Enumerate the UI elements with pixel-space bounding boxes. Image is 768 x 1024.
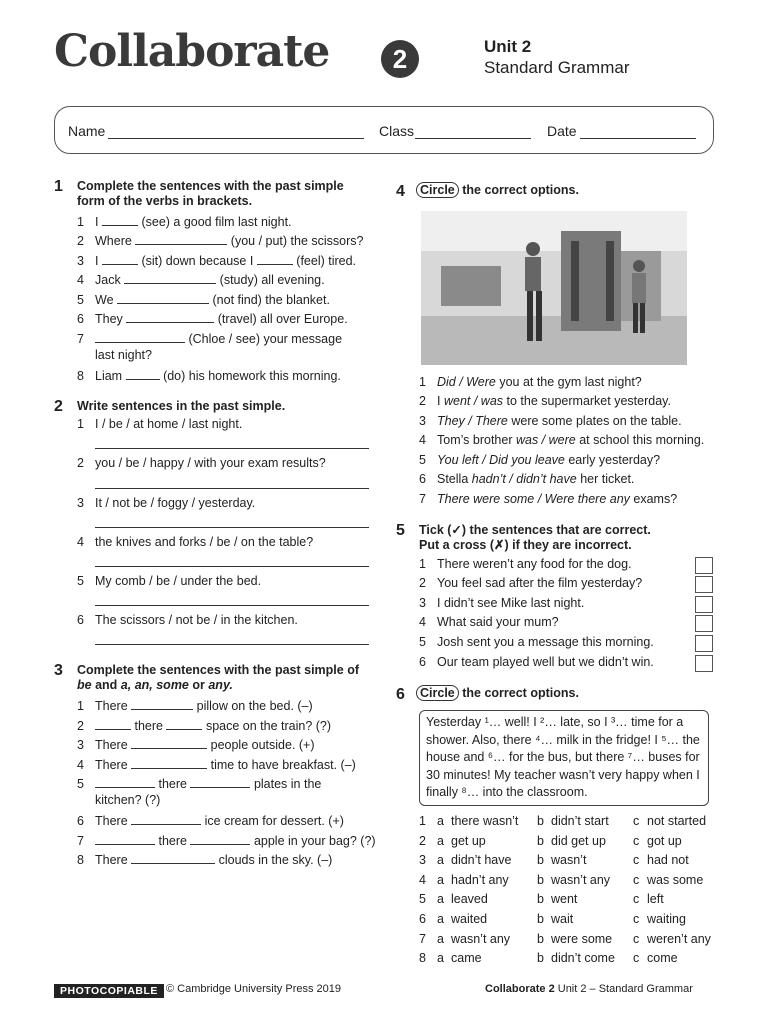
exercise-5-item: 4 What said your mum? [419,615,559,629]
date-field[interactable] [580,138,696,139]
exercise-2-item: 2 you / be / happy / with your exam results? [77,456,326,470]
option-letter: a [437,912,444,926]
option-pair[interactable]: You left / Did you leave [437,453,565,467]
option-number: 4 [419,872,426,887]
answer-blank[interactable] [95,776,155,788]
option-number: 5 [419,892,426,907]
answer-blank[interactable] [126,311,214,323]
option-pair[interactable]: was / were [515,433,576,447]
answer-line[interactable] [95,566,369,567]
answer-blank[interactable] [95,718,131,730]
tick-box[interactable] [695,557,713,574]
option-letter: b [537,833,544,848]
answer-blank[interactable] [131,737,207,749]
option-pair[interactable]: went / was [443,394,504,408]
exercise-2-item: 4 the knives and forks / be / on the table? [77,535,314,549]
answer-blank[interactable] [102,253,138,265]
answer-line[interactable] [95,448,369,449]
option-letter: c [633,951,640,966]
exercise-5-item: 1 There weren’t any food for the dog. [419,557,632,571]
gym-photo [421,211,687,365]
answer-line[interactable] [95,605,369,606]
option-c[interactable]: had not [647,853,689,868]
option-letter: b [537,853,544,868]
exercise-3-number: 3 [54,662,63,679]
option-c[interactable]: was some [647,872,704,887]
exercise-2-item: 3 It / not be / foggy / yesterday. [77,496,256,510]
option-number: 3 [419,853,426,868]
option-c[interactable]: come [647,951,678,966]
option-pair[interactable]: Did / Were [437,375,496,389]
exercise-3-item-continued: kitchen? (?) [95,793,161,807]
option-b[interactable]: were some [551,931,613,946]
answer-line[interactable] [95,488,369,489]
option-number: 1 [419,814,426,828]
exercise-3-item: 6 There ice cream for dessert. (+) [77,814,344,828]
exercise-5-item: 3 I didn’t see Mike last night. [419,596,585,610]
tick-box[interactable] [695,655,713,672]
option-c[interactable]: left [647,892,664,907]
exercise-3-item: 4 There time to have breakfast. (–) [77,758,356,772]
exercise-1-item: 2 Where (you / put) the scissors? [77,234,364,248]
exercise-1-item-continued: last night? [95,348,152,362]
option-b[interactable]: didn’t come [551,951,615,966]
answer-line[interactable] [95,644,369,645]
exercise-4-number: 4 [396,183,405,200]
exercise-1-item: 7 (Chloe / see) your message [77,332,343,346]
option-letter: b [537,814,544,828]
option-letter: c [633,872,640,887]
copyright-text: © Cambridge University Press 2019 [166,983,342,995]
logo-number-badge: 2 [381,40,419,78]
answer-blank[interactable] [102,214,138,226]
exercise-5-item: 5 Josh sent you a message this morning. [419,635,654,649]
option-number: 7 [419,931,426,946]
exercise-3-item: 7 there apple in your bag? (?) [77,834,376,848]
answer-blank[interactable] [257,253,293,265]
unit-title: Unit 2 [484,37,532,56]
option-b[interactable]: did get up [551,833,606,848]
option-letter: a [437,951,444,966]
answer-blank[interactable] [124,272,216,284]
exercise-1-item: 6 They (travel) all over Europe. [77,312,348,326]
exercise-6-number: 6 [396,686,405,703]
option-number: 2 [419,833,426,848]
answer-blank[interactable] [95,331,185,343]
exercise-4-instruction: Circle the correct options. [416,183,579,198]
tick-box[interactable] [695,596,713,613]
reading-passage: Yesterday ¹… well! I ²… late, so I ³… time for a shower. Also, there ⁴… milk in the fridge! I ⁵… the house and ⁶… for the bus, but there ⁷… buses for 30 minutes! My teacher wasn’t very happy when I finally ⁸… into the classroom. [419,710,709,806]
answer-blank[interactable] [135,233,227,245]
option-letter: b [537,872,544,887]
option-b[interactable]: wasn’t any [551,872,611,887]
option-letter: c [633,892,640,907]
option-a[interactable]: wasn’t any [451,931,511,946]
exercise-6-instruction: Circle the correct options. [416,686,579,701]
option-a[interactable]: came [451,951,482,966]
exercise-1-item: 5 We (not find) the blanket. [77,293,330,307]
option-pair[interactable]: They / There [437,414,508,428]
exercise-4-item: 2 I went / was to the supermarket yesterday. [419,394,671,408]
class-label: Class [379,123,415,139]
date-label: Date [547,123,577,139]
exercise-2-instruction: Write sentences in the past simple. [77,399,286,413]
option-number: 6 [419,912,426,926]
exercise-3-item: 1 There pillow on the bed. (–) [77,699,313,713]
option-pair[interactable]: hadn’t / didn’t have [471,472,577,486]
option-letter: c [633,814,640,828]
class-field[interactable] [415,138,531,139]
option-letter: b [537,931,544,946]
exercise-3-item: 5 there plates in the [77,777,322,791]
option-letter: c [633,853,640,868]
logo-wordmark: Collaborate [54,26,330,77]
option-a[interactable]: get up [451,833,486,848]
option-letter: b [537,892,544,907]
exercise-1-item: 1 I (see) a good film last night. [77,215,292,229]
option-a[interactable]: hadn’t any [451,872,509,887]
exercise-3-item: 2 there space on the train? (?) [77,719,332,733]
answer-blank[interactable] [131,852,215,864]
exercise-5-item: 6 Our team played well but we didn’t win. [419,655,654,669]
name-field[interactable] [108,138,364,139]
exercise-1-number: 1 [54,178,63,195]
option-b[interactable]: wait [551,912,574,926]
exercise-2-item: 6 The scissors / not be / in the kitchen. [77,613,298,627]
tick-box[interactable] [695,635,713,652]
option-pair[interactable]: There were some / Were there any [437,492,630,506]
exercise-1-instruction: Complete the sentences with the past simple form of the verbs in brackets. [77,179,344,208]
answer-blank[interactable] [166,718,202,730]
exercise-5-instruction: Tick (✓) the sentences that are correct. Put a cross (✗) if they are incorrect. [419,523,651,552]
exercise-3-item: 3 There people outside. (+) [77,738,315,752]
answer-blank[interactable] [95,833,155,845]
option-letter: a [437,872,444,887]
tick-box[interactable] [695,615,713,632]
answer-blank[interactable] [131,698,193,710]
option-letter: a [437,833,444,848]
exercise-2-number: 2 [54,398,63,415]
exercise-4-item: 4 Tom’s brother was / were at school this morning. [419,433,705,447]
unit-subtitle: Standard Grammar [484,58,630,77]
answer-blank[interactable] [190,833,250,845]
answer-blank[interactable] [190,776,250,788]
option-letter: a [437,892,444,907]
option-letter: b [537,951,544,966]
name-label: Name [68,123,106,139]
option-b[interactable]: didn’t start [551,814,609,828]
answer-blank[interactable] [117,292,209,304]
exercise-5-number: 5 [396,522,405,539]
answer-blank[interactable] [131,813,201,825]
exercise-2-item: 5 My comb / be / under the bed. [77,574,262,588]
exercise-3-instruction: Complete the sentences with the past simple of be and a, an, some or any. [77,663,360,692]
option-c[interactable]: waiting [647,912,686,926]
footer-title: Collaborate 2 Unit 2 – Standard Grammar [485,983,693,995]
exercise-2-item: 1 I / be / at home / last night. [77,417,243,431]
option-b[interactable]: went [551,892,578,907]
exercise-1-item: 8 Liam (do) his homework this morning. [77,369,341,383]
option-c[interactable]: weren’t any [647,931,711,946]
exercise-1-item: 3 I (sit) down because I (feel) tired. [77,254,357,268]
tick-box[interactable] [695,576,713,593]
exercise-5-item: 2 You feel sad after the film yesterday? [419,576,643,590]
option-letter: a [437,814,444,828]
option-letter: a [437,853,444,868]
option-b[interactable]: wasn’t [551,853,587,868]
option-c[interactable]: not started [647,814,707,828]
exercise-3-item: 8 There clouds in the sky. (–) [77,853,333,867]
option-a[interactable]: leaved [451,892,488,907]
exercise-4-item: 3 They / There were some plates on the table. [419,414,682,428]
exercise-4-item: 1 Did / Were you at the gym last night? [419,375,642,389]
option-a[interactable]: didn’t have [451,853,512,868]
option-letter: c [633,931,640,946]
option-letter: c [633,912,640,926]
option-number: 8 [419,951,426,966]
exercise-1-item: 4 Jack (study) all evening. [77,273,325,287]
option-a[interactable]: waited [451,912,488,926]
answer-blank[interactable] [131,757,207,769]
exercise-4-item: 6 Stella hadn’t / didn’t have her ticket. [419,472,635,486]
option-letter: a [437,931,444,946]
option-a[interactable]: there wasn’t [451,814,519,828]
photocopiable-badge: PHOTOCOPIABLE [54,984,164,998]
exercise-4-item: 5 You left / Did you leave early yesterday? [419,453,661,467]
answer-blank[interactable] [126,368,160,380]
option-letter: c [633,833,640,848]
option-c[interactable]: got up [647,833,682,848]
exercise-4-item: 7 There were some / Were there any exams? [419,492,678,506]
option-letter: b [537,912,544,926]
answer-line[interactable] [95,527,369,528]
